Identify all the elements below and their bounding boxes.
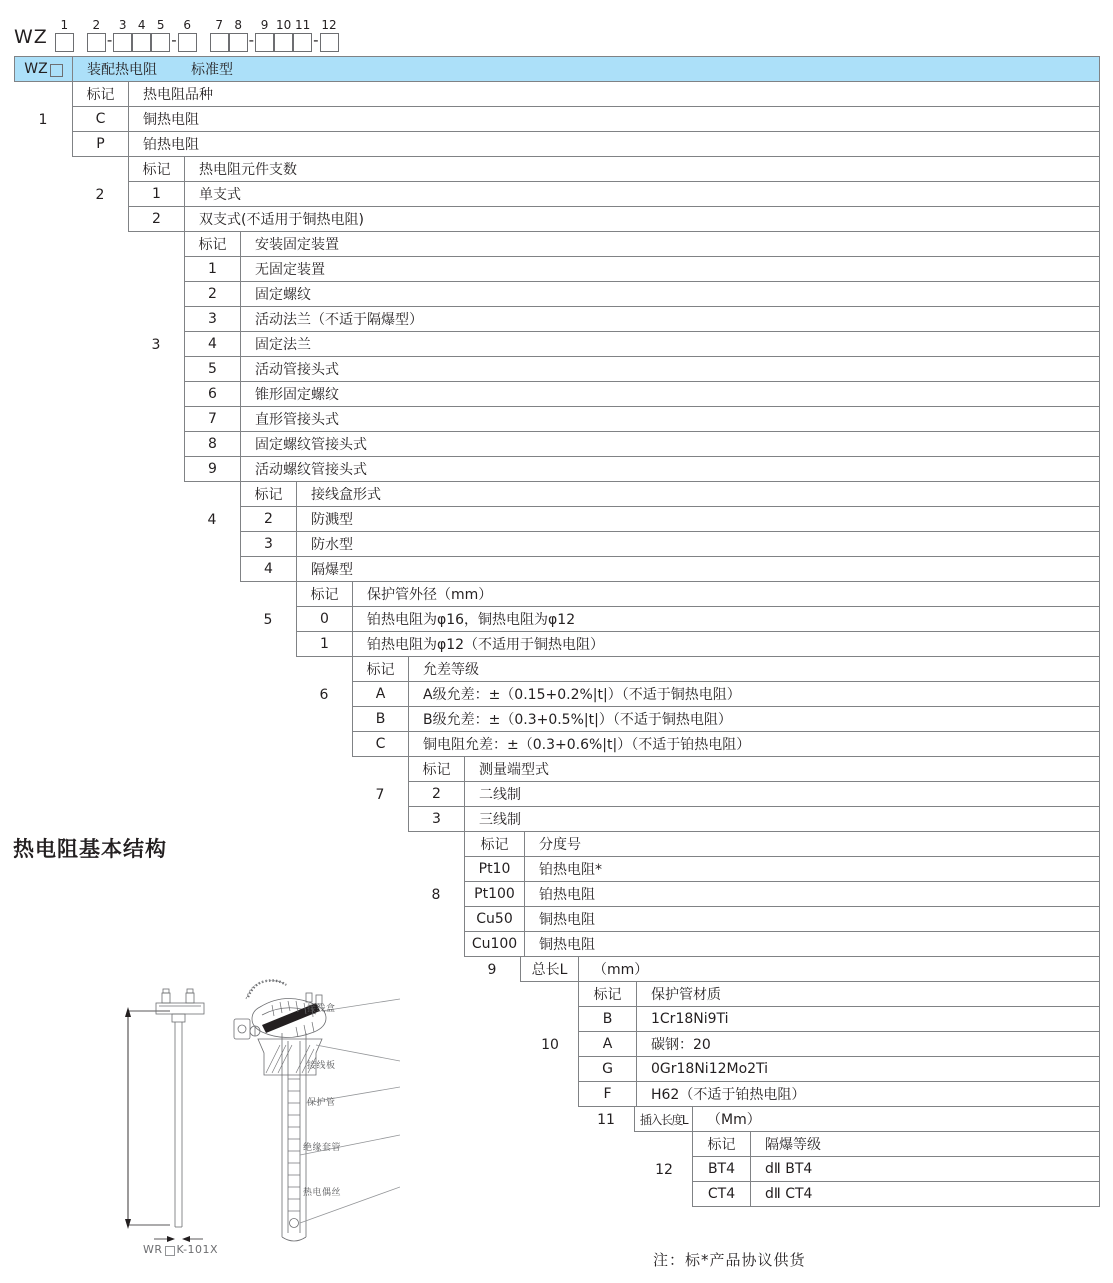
indent-spacer	[14, 232, 128, 257]
option-row	[14, 357, 1100, 382]
group-header-row	[14, 157, 1100, 182]
group-header-cell: 热电阻元件支数	[184, 156, 1100, 182]
group-index	[128, 257, 184, 282]
group-index	[128, 382, 184, 407]
option-mark-cell: F	[578, 1081, 636, 1107]
option-row	[14, 782, 1100, 807]
figure-title: 热电阻基本结构	[13, 837, 167, 861]
option-desc-cell: 直形管接头式	[240, 406, 1100, 432]
model-code-groups	[55, 20, 339, 52]
option-mark-cell: BT4	[692, 1156, 750, 1182]
group-header-cell: 安装固定装置	[240, 231, 1100, 257]
option-mark-cell: 2	[240, 506, 296, 532]
indent-spacer	[14, 332, 128, 357]
thermal-resistance-structure-diagram	[110, 975, 400, 1265]
option-desc-cell: 铂热电阻*	[524, 856, 1100, 882]
group-index: 3	[151, 336, 161, 353]
code-position-number: 4	[137, 18, 146, 32]
group-index: 11	[597, 1111, 615, 1128]
code-box[interactable]	[255, 33, 274, 52]
product-name-cell: 装配热电阻 标准型	[72, 56, 1100, 82]
indent-spacer	[14, 682, 296, 707]
option-desc-cell: 固定螺纹管接头式	[240, 431, 1100, 457]
option-mark-cell: 9	[184, 456, 240, 482]
group-index	[128, 457, 184, 482]
option-mark-cell: A	[578, 1031, 636, 1057]
code-dash: -	[248, 31, 255, 49]
code-dash: -	[171, 31, 177, 49]
code-dash: -	[313, 31, 319, 49]
figure-caption-square-icon	[165, 1246, 175, 1256]
option-mark-cell: CT4	[692, 1181, 750, 1207]
indent-spacer	[14, 257, 128, 282]
group-index	[408, 832, 464, 857]
model-code-header	[14, 8, 339, 52]
option-desc-cell: 铜电阻允差：±（0.3+0.6%|t|）（不适于铂热电阻）	[408, 731, 1100, 757]
group-index: 4	[207, 511, 217, 528]
option-mark-cell: P	[72, 131, 128, 157]
group-header-cell: 保护管外径（mm）	[352, 581, 1100, 607]
group-header-row	[14, 657, 1100, 682]
code-position-number: 6	[183, 18, 191, 32]
group-index	[296, 707, 352, 732]
indent-spacer	[14, 907, 408, 932]
code-position-number: 7	[215, 18, 223, 32]
group-index	[128, 407, 184, 432]
option-row	[14, 707, 1100, 732]
option-mark-cell: 6	[184, 381, 240, 407]
group-header-cell: 热电阻品种	[128, 81, 1100, 107]
option-mark-cell: B	[578, 1006, 636, 1032]
option-row	[14, 632, 1100, 657]
group-index	[14, 82, 72, 107]
mark-header-cell: 标记	[692, 1131, 750, 1157]
option-mark-cell: Cu100	[464, 931, 524, 957]
group-index: 6	[319, 686, 329, 703]
option-row	[14, 257, 1100, 282]
group-index	[128, 357, 184, 382]
group-header-cell: 分度号	[524, 831, 1100, 857]
option-row	[14, 307, 1100, 332]
code-cell-7	[210, 20, 229, 52]
option-row	[14, 507, 1100, 532]
group-index	[352, 757, 408, 782]
option-desc-cell: 铂热电阻	[128, 131, 1100, 157]
option-mark-cell: B	[352, 706, 408, 732]
code-cell-6	[178, 20, 197, 52]
group-index: 7	[375, 786, 385, 803]
indent-spacer	[14, 557, 184, 582]
option-desc-cell: 活动法兰（不适于隔爆型）	[240, 306, 1100, 332]
option-desc-cell: H62（不适于铂热电阻）	[636, 1081, 1100, 1107]
option-row	[14, 457, 1100, 482]
group-index	[408, 907, 464, 932]
option-row	[14, 432, 1100, 457]
option-desc-cell: 双支式(不适用于铜热电阻)	[184, 206, 1100, 232]
indent-spacer	[14, 482, 184, 507]
group-index	[522, 1057, 578, 1082]
group-header-row	[14, 482, 1100, 507]
option-desc-cell: 隔爆型	[296, 556, 1100, 582]
option-mark-cell: 8	[184, 431, 240, 457]
option-mark-cell: 4	[240, 556, 296, 582]
code-box[interactable]	[210, 33, 229, 52]
option-desc-cell: 铂热电阻为φ12（不适用于铜热电阻）	[352, 631, 1100, 657]
option-desc-cell: 无固定装置	[240, 256, 1100, 282]
option-desc-cell: 防水型	[296, 531, 1100, 557]
indent-spacer	[14, 532, 184, 557]
indent-spacer	[14, 157, 72, 182]
option-mark-cell: 3	[184, 306, 240, 332]
group-index	[14, 132, 72, 157]
option-row	[14, 132, 1100, 157]
option-desc-cell: 活动管接头式	[240, 356, 1100, 382]
indent-spacer	[14, 707, 296, 732]
group-index	[296, 657, 352, 682]
callout-junction-box: 接线盒	[307, 1004, 336, 1014]
option-row	[14, 857, 1100, 882]
code-box[interactable]	[151, 33, 170, 52]
group-index: 10	[541, 1036, 559, 1053]
indent-spacer	[14, 932, 408, 957]
code-cell-11	[293, 20, 312, 52]
group-header-cell: 接线盒形式	[296, 481, 1100, 507]
group-index	[128, 232, 184, 257]
code-position-number: 9	[260, 18, 269, 32]
option-desc-cell: A级允差：±（0.15+0.2%|t|）（不适于铜热电阻）	[408, 681, 1100, 707]
indent-spacer	[14, 382, 128, 407]
option-mark-cell: 4	[184, 331, 240, 357]
option-desc-cell: 铜热电阻	[524, 906, 1100, 932]
product-code-cell: WZ	[14, 56, 72, 82]
option-row	[14, 732, 1100, 757]
option-desc-cell: 铂热电阻	[524, 881, 1100, 907]
group-header-row	[14, 757, 1100, 782]
option-row	[14, 557, 1100, 582]
option-mark-cell: 0	[296, 606, 352, 632]
insertion-length-desc-cell: （Mm）	[692, 1106, 1100, 1132]
code-position-number: 11	[294, 18, 311, 32]
group-index	[522, 1082, 578, 1107]
indent-spacer	[14, 882, 408, 907]
indent-spacer	[14, 432, 128, 457]
title-row	[14, 57, 1100, 82]
mark-header-cell: 标记	[72, 81, 128, 107]
option-mark-cell: 3	[240, 531, 296, 557]
group-index	[128, 282, 184, 307]
indent-spacer	[14, 782, 352, 807]
option-mark-cell: 7	[184, 406, 240, 432]
code-group	[210, 20, 339, 52]
option-row	[14, 882, 1100, 907]
option-desc-cell: 1Cr18Ni9Ti	[636, 1006, 1100, 1032]
option-row	[14, 682, 1100, 707]
group-index	[184, 482, 240, 507]
indent-spacer	[14, 307, 128, 332]
code-position-number: 3	[118, 18, 127, 32]
group-index	[72, 207, 128, 232]
code-cell-10	[274, 20, 293, 52]
group-index: 1	[38, 111, 48, 128]
option-row	[14, 407, 1100, 432]
code-square-icon	[50, 64, 63, 77]
code-box[interactable]	[229, 33, 248, 52]
option-mark-cell: 2	[128, 206, 184, 232]
code-box[interactable]	[113, 33, 132, 52]
callout-insulating-sleeve: 绝缘套管	[303, 1143, 342, 1153]
code-position-number: 10	[275, 18, 292, 32]
callout-thermocouple-wire: 热电偶丝	[303, 1188, 342, 1198]
mark-header-cell: 标记	[240, 481, 296, 507]
code-group	[55, 20, 74, 52]
code-box[interactable]	[293, 33, 312, 52]
group-index	[240, 632, 296, 657]
group-index	[352, 807, 408, 832]
mark-header-cell: 标记	[464, 831, 524, 857]
indent-spacer	[14, 282, 128, 307]
code-cell-3	[113, 20, 132, 52]
insertion-length-mark-cell: 插入长度L	[634, 1106, 692, 1132]
group-index	[408, 932, 464, 957]
option-mark-cell: 1	[184, 256, 240, 282]
assembly-drawing-svg	[110, 975, 400, 1265]
option-row	[14, 607, 1100, 632]
code-cell-5	[151, 20, 170, 52]
code-dash: -	[106, 31, 113, 49]
group-index	[128, 307, 184, 332]
figure-caption	[143, 1243, 218, 1256]
footnote: 注：标*产品协议供货	[653, 1251, 806, 1269]
mark-header-cell: 标记	[578, 981, 636, 1007]
code-position-number: 5	[156, 18, 165, 32]
option-mark-cell: Pt100	[464, 881, 524, 907]
option-desc-cell: 铜热电阻	[128, 106, 1100, 132]
code-box[interactable]	[55, 33, 74, 52]
mark-header-cell: 标记	[128, 156, 184, 182]
code-position-number: 1	[60, 18, 69, 32]
indent-spacer	[14, 582, 240, 607]
code-position-number: 2	[92, 18, 101, 32]
option-row	[14, 907, 1100, 932]
option-row	[14, 532, 1100, 557]
option-desc-cell: 三线制	[464, 806, 1100, 832]
group-header-row	[14, 832, 1100, 857]
group-index	[522, 1007, 578, 1032]
mark-header-cell: 标记	[408, 756, 464, 782]
group-index	[296, 732, 352, 757]
indent-spacer	[14, 507, 184, 532]
total-length-desc-cell: （mm）	[578, 956, 1100, 982]
group-index: 9	[487, 961, 497, 978]
option-desc-cell: 锥形固定螺纹	[240, 381, 1100, 407]
option-mark-cell: 3	[408, 806, 464, 832]
option-mark-cell: 5	[184, 356, 240, 382]
option-row	[14, 182, 1100, 207]
option-mark-cell: 1	[296, 631, 352, 657]
indent-spacer	[14, 607, 240, 632]
group-index	[522, 982, 578, 1007]
code-position-number: 8	[234, 18, 242, 32]
indent-spacer	[14, 357, 128, 382]
option-mark-cell: 2	[184, 281, 240, 307]
group-index	[184, 557, 240, 582]
indent-spacer	[14, 657, 296, 682]
group-header-row	[14, 232, 1100, 257]
option-desc-cell: 单支式	[184, 181, 1100, 207]
code-group	[87, 20, 197, 52]
figure-caption-suffix: K-101X	[176, 1243, 219, 1256]
group-header-cell: 隔爆等级	[750, 1131, 1100, 1157]
option-desc-cell: 碳钢：20	[636, 1031, 1100, 1057]
option-row	[14, 332, 1100, 357]
group-index	[636, 1132, 692, 1157]
group-header-cell: 允差等级	[408, 656, 1100, 682]
indent-spacer	[14, 807, 352, 832]
option-mark-cell: A	[352, 681, 408, 707]
option-row	[14, 207, 1100, 232]
code-cell-9	[255, 20, 274, 52]
option-row	[14, 807, 1100, 832]
option-row	[14, 382, 1100, 407]
group-index: 12	[655, 1161, 673, 1178]
option-mark-cell: 1	[128, 181, 184, 207]
group-index: 8	[431, 886, 441, 903]
code-box[interactable]	[87, 33, 106, 52]
indent-spacer	[14, 757, 352, 782]
option-desc-cell: 铂热电阻为φ16，铜热电阻为φ12	[352, 606, 1100, 632]
option-row	[14, 932, 1100, 957]
code-box[interactable]	[320, 33, 339, 52]
group-index	[240, 582, 296, 607]
callout-terminal-board: 接线板	[307, 1061, 336, 1071]
option-desc-cell: B级允差：±（0.3+0.5%|t|）（不适于铜热电阻）	[408, 706, 1100, 732]
group-index	[184, 532, 240, 557]
option-desc-cell: dⅡ CT4	[750, 1181, 1100, 1207]
code-box[interactable]	[178, 33, 197, 52]
option-desc-cell: 固定法兰	[240, 331, 1100, 357]
mark-header-cell: 标记	[296, 581, 352, 607]
mark-header-cell: 标记	[184, 231, 240, 257]
indent-spacer	[14, 207, 72, 232]
option-desc-cell: 固定螺纹	[240, 281, 1100, 307]
callout-protection-tube: 保护管	[307, 1098, 336, 1108]
code-cell-4	[132, 20, 151, 52]
option-mark-cell: C	[352, 731, 408, 757]
option-mark-cell: Cu50	[464, 906, 524, 932]
group-index: 2	[95, 186, 105, 203]
code-cell-8	[229, 20, 248, 52]
code-cell-1	[55, 20, 74, 52]
option-desc-cell: dⅡ BT4	[750, 1156, 1100, 1182]
option-mark-cell: 2	[408, 781, 464, 807]
option-mark-cell: G	[578, 1056, 636, 1082]
indent-spacer	[14, 457, 128, 482]
option-row	[14, 107, 1100, 132]
model-code-prefix: WZ	[14, 26, 48, 48]
group-header-row	[14, 82, 1100, 107]
group-header-cell: 保护管材质	[636, 981, 1100, 1007]
indent-spacer	[14, 732, 296, 757]
group-header-row	[14, 582, 1100, 607]
code-box[interactable]	[274, 33, 293, 52]
code-cell-2	[87, 20, 106, 52]
group-index: 5	[263, 611, 273, 628]
option-mark-cell: C	[72, 106, 128, 132]
total-length-mark-cell: 总长L	[520, 956, 578, 982]
group-index	[636, 1182, 692, 1207]
option-desc-cell: 二线制	[464, 781, 1100, 807]
code-cell-12	[320, 20, 339, 52]
option-desc-cell: 防溅型	[296, 506, 1100, 532]
option-desc-cell: 铜热电阻	[524, 931, 1100, 957]
indent-spacer	[14, 632, 240, 657]
group-header-cell: 测量端型式	[464, 756, 1100, 782]
option-desc-cell: 0Gr18Ni12Mo2Ti	[636, 1056, 1100, 1082]
option-desc-cell: 活动螺纹管接头式	[240, 456, 1100, 482]
group-index	[408, 857, 464, 882]
indent-spacer	[14, 407, 128, 432]
indent-spacer	[14, 182, 72, 207]
figure-caption-prefix: WR	[143, 1243, 163, 1256]
mark-header-cell: 标记	[352, 656, 408, 682]
option-row	[14, 282, 1100, 307]
option-mark-cell: Pt10	[464, 856, 524, 882]
code-box[interactable]	[132, 33, 151, 52]
group-index	[128, 432, 184, 457]
group-index	[72, 157, 128, 182]
code-position-number: 12	[321, 18, 337, 32]
